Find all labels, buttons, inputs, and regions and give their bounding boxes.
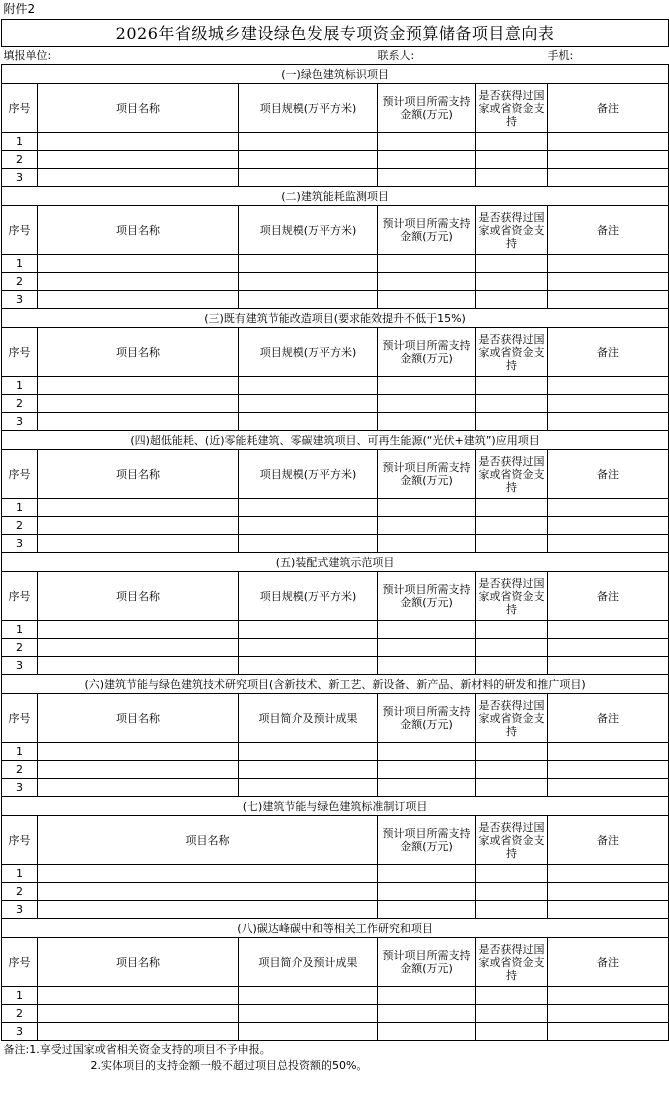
header-amount: 预计项目所需支持金额(万元) — [378, 450, 476, 499]
table-row — [2, 901, 669, 919]
remark-cell[interactable] — [548, 151, 669, 169]
phone-label: 手机: — [548, 47, 669, 65]
header-amount: 预计项目所需支持金额(万元) — [378, 694, 476, 743]
table-row — [2, 133, 669, 151]
header-scale-or-summary: 项目规模(万平方米) — [239, 572, 378, 621]
header-remark: 备注 — [548, 572, 669, 621]
scale-or-summary-cell[interactable] — [239, 255, 378, 273]
header-project-name: 项目名称 — [38, 328, 239, 377]
note-row — [2, 1041, 669, 1058]
remark-cell[interactable] — [548, 883, 669, 901]
funded-before-cell[interactable] — [476, 883, 548, 901]
amount-cell[interactable] — [378, 1005, 476, 1023]
project-name-cell[interactable] — [38, 621, 239, 639]
table-row — [2, 255, 669, 273]
funded-before-cell[interactable] — [476, 395, 548, 413]
header-index: 序号 — [2, 450, 38, 499]
funded-before-cell[interactable] — [476, 151, 548, 169]
row-index: 1 — [2, 865, 38, 883]
scale-or-summary-cell[interactable] — [239, 1023, 378, 1041]
section-title-row — [2, 797, 669, 816]
amount-cell[interactable] — [378, 151, 476, 169]
funded-before-cell[interactable] — [476, 255, 548, 273]
scale-or-summary-cell[interactable] — [239, 779, 378, 797]
section-title: (五)装配式建筑示范项目 — [2, 553, 669, 572]
amount-cell[interactable] — [378, 779, 476, 797]
header-amount: 预计项目所需支持金额(万元) — [378, 206, 476, 255]
funded-before-cell[interactable] — [476, 535, 548, 553]
scale-or-summary-cell[interactable] — [239, 133, 378, 151]
remark-cell[interactable] — [548, 761, 669, 779]
funded-before-cell[interactable] — [476, 499, 548, 517]
scale-or-summary-cell[interactable] — [239, 395, 378, 413]
project-name-cell[interactable] — [38, 517, 239, 535]
funded-before-cell[interactable] — [476, 517, 548, 535]
project-name-cell[interactable] — [38, 291, 239, 309]
remark-cell[interactable] — [548, 413, 669, 431]
amount-cell[interactable] — [378, 273, 476, 291]
project-name-cell[interactable] — [38, 535, 239, 553]
project-name-cell[interactable] — [38, 901, 378, 919]
row-index: 2 — [2, 395, 38, 413]
remark-cell[interactable] — [548, 291, 669, 309]
row-index: 1 — [2, 499, 38, 517]
section-header-row — [2, 694, 669, 743]
section-title-row — [2, 187, 669, 206]
header-funded-before: 是否获得过国家或省资金支持 — [476, 206, 548, 255]
scale-or-summary-cell[interactable] — [239, 499, 378, 517]
table-row — [2, 621, 669, 639]
scale-or-summary-cell[interactable] — [239, 657, 378, 675]
header-project-name: 项目名称 — [38, 572, 239, 621]
table-row — [2, 535, 669, 553]
attachment-label: 附件2 — [3, 2, 36, 16]
row-index: 2 — [2, 761, 38, 779]
funded-before-cell[interactable] — [476, 657, 548, 675]
amount-cell[interactable] — [378, 255, 476, 273]
scale-or-summary-cell[interactable] — [239, 987, 378, 1005]
header-remark: 备注 — [548, 694, 669, 743]
scale-or-summary-cell[interactable] — [239, 291, 378, 309]
row-index: 3 — [2, 413, 38, 431]
project-name-cell[interactable] — [38, 883, 378, 901]
scale-or-summary-cell[interactable] — [239, 151, 378, 169]
funded-before-cell[interactable] — [476, 621, 548, 639]
header-remark: 备注 — [548, 84, 669, 133]
project-name-cell[interactable] — [38, 1023, 239, 1041]
header-index: 序号 — [2, 694, 38, 743]
remark-cell[interactable] — [548, 255, 669, 273]
section-title-row — [2, 431, 669, 450]
remark-cell[interactable] — [548, 639, 669, 657]
remark-cell[interactable] — [548, 517, 669, 535]
amount-cell[interactable] — [378, 865, 476, 883]
funded-before-cell[interactable] — [476, 1023, 548, 1041]
header-amount: 预计项目所需支持金额(万元) — [378, 328, 476, 377]
remark-cell[interactable] — [548, 1023, 669, 1041]
amount-cell[interactable] — [378, 133, 476, 151]
funded-before-cell[interactable] — [476, 743, 548, 761]
table-row — [2, 1023, 669, 1041]
section-title: (七)建筑节能与绿色建筑标准制订项目 — [2, 797, 669, 816]
header-index: 序号 — [2, 816, 38, 865]
scale-or-summary-cell[interactable] — [239, 517, 378, 535]
scale-or-summary-cell[interactable] — [239, 743, 378, 761]
scale-or-summary-cell[interactable] — [239, 413, 378, 431]
section-header-row — [2, 938, 669, 987]
amount-cell[interactable] — [378, 1023, 476, 1041]
header-project-name: 项目名称 — [38, 84, 239, 133]
row-index: 1 — [2, 621, 38, 639]
project-name-cell[interactable] — [38, 779, 239, 797]
remark-cell[interactable] — [548, 499, 669, 517]
funded-before-cell[interactable] — [476, 761, 548, 779]
amount-cell[interactable] — [378, 639, 476, 657]
funded-before-cell[interactable] — [476, 639, 548, 657]
funded-before-cell[interactable] — [476, 133, 548, 151]
header-index: 序号 — [2, 328, 38, 377]
funded-before-cell[interactable] — [476, 1005, 548, 1023]
header-remark: 备注 — [548, 450, 669, 499]
amount-cell[interactable] — [378, 499, 476, 517]
table-row — [2, 377, 669, 395]
funded-before-cell[interactable] — [476, 169, 548, 187]
header-scale-or-summary: 项目简介及预计成果 — [239, 694, 378, 743]
header-index: 序号 — [2, 84, 38, 133]
scale-or-summary-cell[interactable] — [239, 273, 378, 291]
section-header-row — [2, 206, 669, 255]
header-project-name: 项目名称 — [38, 938, 239, 987]
section-title: (二)建筑能耗监测项目 — [2, 187, 669, 206]
amount-cell[interactable] — [378, 413, 476, 431]
intention-form-table — [1, 0, 669, 1073]
project-name-cell[interactable] — [38, 255, 239, 273]
project-name-cell[interactable] — [38, 169, 239, 187]
note-line-1: 备注:1.享受过国家或省相关资金支持的项目不予申报。 — [2, 1041, 669, 1058]
remark-cell[interactable] — [548, 169, 669, 187]
row-index: 3 — [2, 657, 38, 675]
intention-form-sheet — [1, 0, 668, 1073]
section-title: (八)碳达峰碳中和等相关工作研究和项目 — [2, 919, 669, 938]
project-name-cell[interactable] — [38, 639, 239, 657]
header-funded-before: 是否获得过国家或省资金支持 — [476, 816, 548, 865]
section-title-row — [2, 553, 669, 572]
row-index: 3 — [2, 1023, 38, 1041]
header-amount: 预计项目所需支持金额(万元) — [378, 84, 476, 133]
form-title: 2026年省级城乡建设绿色发展专项资金预算储备项目意向表 — [2, 20, 669, 47]
section-header-row — [2, 328, 669, 377]
unit-label: 填报单位: — [2, 47, 378, 65]
scale-or-summary-cell[interactable] — [239, 535, 378, 553]
row-index: 1 — [2, 133, 38, 151]
table-row — [2, 1005, 669, 1023]
project-name-cell[interactable] — [38, 865, 378, 883]
row-index: 3 — [2, 291, 38, 309]
section-title: (一)绿色建筑标识项目 — [2, 65, 669, 84]
amount-cell[interactable] — [378, 743, 476, 761]
header-project-name: 项目名称 — [38, 694, 239, 743]
table-row — [2, 779, 669, 797]
scale-or-summary-cell[interactable] — [239, 621, 378, 639]
scale-or-summary-cell[interactable] — [239, 1005, 378, 1023]
row-index: 1 — [2, 377, 38, 395]
funded-before-cell[interactable] — [476, 901, 548, 919]
header-index: 序号 — [2, 206, 38, 255]
remark-cell[interactable] — [548, 133, 669, 151]
amount-cell[interactable] — [378, 291, 476, 309]
info-row — [2, 47, 669, 65]
section-title-row — [2, 65, 669, 84]
header-project-name: 项目名称 — [38, 206, 239, 255]
project-name-cell[interactable] — [38, 657, 239, 675]
scale-or-summary-cell[interactable] — [239, 639, 378, 657]
remark-cell[interactable] — [548, 987, 669, 1005]
row-index: 2 — [2, 151, 38, 169]
header-scale-or-summary: 项目简介及预计成果 — [239, 938, 378, 987]
row-index: 2 — [2, 639, 38, 657]
header-scale-or-summary: 项目规模(万平方米) — [239, 206, 378, 255]
amount-cell[interactable] — [378, 761, 476, 779]
remark-cell[interactable] — [548, 743, 669, 761]
row-index: 3 — [2, 535, 38, 553]
amount-cell[interactable] — [378, 883, 476, 901]
header-amount: 预计项目所需支持金额(万元) — [378, 816, 476, 865]
header-project-name: 项目名称 — [38, 816, 378, 865]
table-row — [2, 657, 669, 675]
note-row — [2, 1057, 669, 1073]
row-index: 1 — [2, 987, 38, 1005]
scale-or-summary-cell[interactable] — [239, 761, 378, 779]
project-name-cell[interactable] — [38, 395, 239, 413]
section-title: (三)既有建筑节能改造项目(要求能效提升不低于15%) — [2, 309, 669, 328]
section-title-row — [2, 919, 669, 938]
project-name-cell[interactable] — [38, 761, 239, 779]
header-funded-before: 是否获得过国家或省资金支持 — [476, 572, 548, 621]
amount-cell[interactable] — [378, 535, 476, 553]
header-funded-before: 是否获得过国家或省资金支持 — [476, 84, 548, 133]
row-index: 1 — [2, 255, 38, 273]
header-index: 序号 — [2, 572, 38, 621]
table-row — [2, 761, 669, 779]
row-index: 2 — [2, 273, 38, 291]
funded-before-cell[interactable] — [476, 291, 548, 309]
header-funded-before: 是否获得过国家或省资金支持 — [476, 450, 548, 499]
scale-or-summary-cell[interactable] — [239, 377, 378, 395]
header-scale-or-summary: 项目规模(万平方米) — [239, 84, 378, 133]
table-row — [2, 499, 669, 517]
table-row — [2, 517, 669, 535]
amount-cell[interactable] — [378, 987, 476, 1005]
header-scale-or-summary: 项目规模(万平方米) — [239, 450, 378, 499]
header-funded-before: 是否获得过国家或省资金支持 — [476, 694, 548, 743]
remark-cell[interactable] — [548, 535, 669, 553]
funded-before-cell[interactable] — [476, 987, 548, 1005]
remark-cell[interactable] — [548, 273, 669, 291]
remark-cell[interactable] — [548, 377, 669, 395]
header-funded-before: 是否获得过国家或省资金支持 — [476, 328, 548, 377]
funded-before-cell[interactable] — [476, 779, 548, 797]
row-index: 3 — [2, 169, 38, 187]
funded-before-cell[interactable] — [476, 377, 548, 395]
table-row — [2, 865, 669, 883]
table-row — [2, 987, 669, 1005]
table-row — [2, 273, 669, 291]
amount-cell[interactable] — [378, 517, 476, 535]
funded-before-cell[interactable] — [476, 273, 548, 291]
contact-label: 联系人: — [378, 47, 548, 65]
table-row — [2, 151, 669, 169]
project-name-cell[interactable] — [38, 133, 239, 151]
section-title: (四)超低能耗、(近)零能耗建筑、零碳建筑项目、可再生能源(“光伏+建筑”)应用项目 — [2, 431, 669, 450]
table-row — [2, 639, 669, 657]
header-project-name: 项目名称 — [38, 450, 239, 499]
project-name-cell[interactable] — [38, 743, 239, 761]
project-name-cell[interactable] — [38, 499, 239, 517]
header-amount: 预计项目所需支持金额(万元) — [378, 572, 476, 621]
section-title-row — [2, 309, 669, 328]
table-row — [2, 291, 669, 309]
remark-cell[interactable] — [548, 395, 669, 413]
row-index: 2 — [2, 517, 38, 535]
section-title-row — [2, 675, 669, 694]
amount-cell[interactable] — [378, 621, 476, 639]
table-row — [2, 395, 669, 413]
section-header-row — [2, 816, 669, 865]
row-index: 2 — [2, 883, 38, 901]
scale-or-summary-cell[interactable] — [239, 169, 378, 187]
amount-cell[interactable] — [378, 901, 476, 919]
remark-cell[interactable] — [548, 657, 669, 675]
remark-cell[interactable] — [548, 901, 669, 919]
amount-cell[interactable] — [378, 395, 476, 413]
header-remark: 备注 — [548, 328, 669, 377]
project-name-cell[interactable] — [38, 1005, 239, 1023]
section-header-row — [2, 84, 669, 133]
amount-cell[interactable] — [378, 169, 476, 187]
section-title: (六)建筑节能与绿色建筑技术研究项目(含新技术、新工艺、新设备、新产品、新材料的研发和推广项目) — [2, 675, 669, 694]
header-remark: 备注 — [548, 816, 669, 865]
project-name-cell[interactable] — [38, 273, 239, 291]
remark-cell[interactable] — [548, 865, 669, 883]
remark-cell[interactable] — [548, 779, 669, 797]
project-name-cell[interactable] — [38, 987, 239, 1005]
project-name-cell[interactable] — [38, 413, 239, 431]
project-name-cell[interactable] — [38, 151, 239, 169]
remark-cell[interactable] — [548, 621, 669, 639]
amount-cell[interactable] — [378, 377, 476, 395]
note-line-2: 2.实体项目的支持金额一般不超过项目总投资额的50%。 — [90, 1058, 368, 1072]
table-row — [2, 169, 669, 187]
row-index: 3 — [2, 779, 38, 797]
row-index: 1 — [2, 743, 38, 761]
section-header-row — [2, 450, 669, 499]
table-row — [2, 743, 669, 761]
funded-before-cell[interactable] — [476, 413, 548, 431]
amount-cell[interactable] — [378, 657, 476, 675]
table-row — [2, 413, 669, 431]
header-amount: 预计项目所需支持金额(万元) — [378, 938, 476, 987]
row-index: 2 — [2, 1005, 38, 1023]
project-name-cell[interactable] — [38, 377, 239, 395]
table-row — [2, 883, 669, 901]
remark-cell[interactable] — [548, 1005, 669, 1023]
funded-before-cell[interactable] — [476, 865, 548, 883]
row-index: 3 — [2, 901, 38, 919]
header-index: 序号 — [2, 938, 38, 987]
header-funded-before: 是否获得过国家或省资金支持 — [476, 938, 548, 987]
header-remark: 备注 — [548, 938, 669, 987]
header-remark: 备注 — [548, 206, 669, 255]
header-scale-or-summary: 项目规模(万平方米) — [239, 328, 378, 377]
section-header-row — [2, 572, 669, 621]
